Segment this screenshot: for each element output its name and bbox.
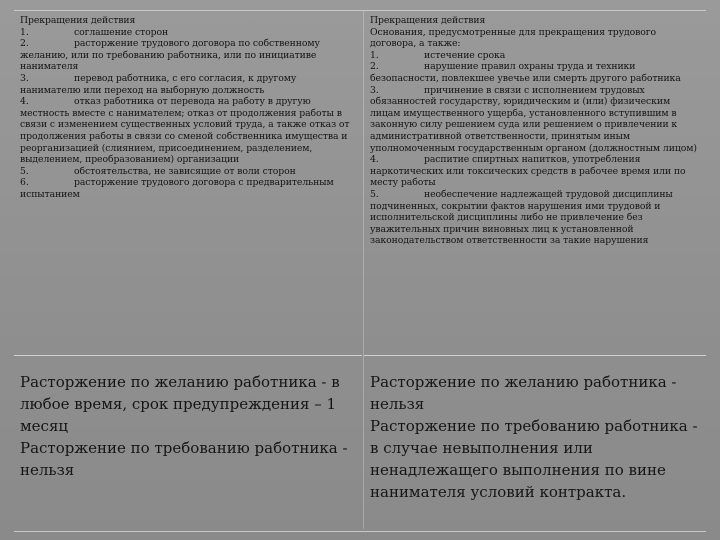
cell-right-bottom [364, 357, 706, 529]
list-item: 5. обстоятельства, не зависящие от воли сторон [20, 165, 296, 177]
list-item: 3. перевод работника, с его согласия, к другому нанимателю или переход на выборную должность [20, 72, 297, 96]
cell-right-top [364, 11, 706, 356]
summary-line: Расторжение по требованию работника - в случае невыполнения или ненадлежащего выполнения по вине нанимателя условий контракта. [370, 417, 698, 501]
list-item: 5. необеспечение надлежащей трудовой дисциплины подчиненных, сокрытии фактов нарушения ими трудовой и исполнительской дисциплины либо не привлечение без уважительных причин виновных лиц к установленной законодательством ответственности за такие нарушения [370, 188, 673, 247]
list-item: 2. нарушение правил охраны труда и техники безопасности, повлекшее увечье или смерть другого работника [370, 61, 681, 84]
list-item: 4. отказ работника от перевода на работу в другую местность вместе с нанимателем; отказ от продолжения работы в связи с изменением существенных условий труда, а также отказ от продолжения работы в связи со сменой собственника имущества и реорганизацией (слиянием, присоединением, разделением, выделением, преобразованием) организации [20, 96, 350, 166]
cell-title: Прекращения действия [370, 15, 486, 26]
cell-left-top [14, 11, 362, 356]
cell-title: Прекращения действия [20, 15, 136, 26]
summary-line: Расторжение по требованию работника - нельзя [20, 439, 348, 479]
list-item: 1. соглашение сторон [20, 26, 169, 38]
comparison-table [14, 10, 706, 532]
cell-left-bottom [14, 357, 362, 529]
list-item: 2. расторжение трудового договора по собственному желанию, или по требованию работника, или по инициативе нанимателя [20, 38, 320, 73]
summary-line: Расторжение по желанию работника - в любое время, срок предупреждения – 1 месяц [20, 373, 340, 435]
list-item: 4. распитие спиртных напитков, употребления наркотических или токсических средств в рабочее время или по месту работы [370, 154, 686, 189]
summary-line: Расторжение по желанию работника - нельзя [370, 373, 677, 413]
list-item: 1. истечение срока [370, 49, 506, 61]
cell-intro: Основания, предусмотренные для прекращения трудового договора, а также: [370, 26, 657, 50]
list-item: 3. причинение в связи с исполнением трудовых обязанностей государству, юридическим и (или) физическим лицам имущественного ущерба, установленного вступившим в законную силу решением суда или решением о привлечении к административной ответственности, принятым иным уполномоченным государственным органом (должностным лицом) [370, 84, 697, 154]
list-item: 6. расторжение трудового договора с предварительным испытанием [20, 177, 334, 200]
